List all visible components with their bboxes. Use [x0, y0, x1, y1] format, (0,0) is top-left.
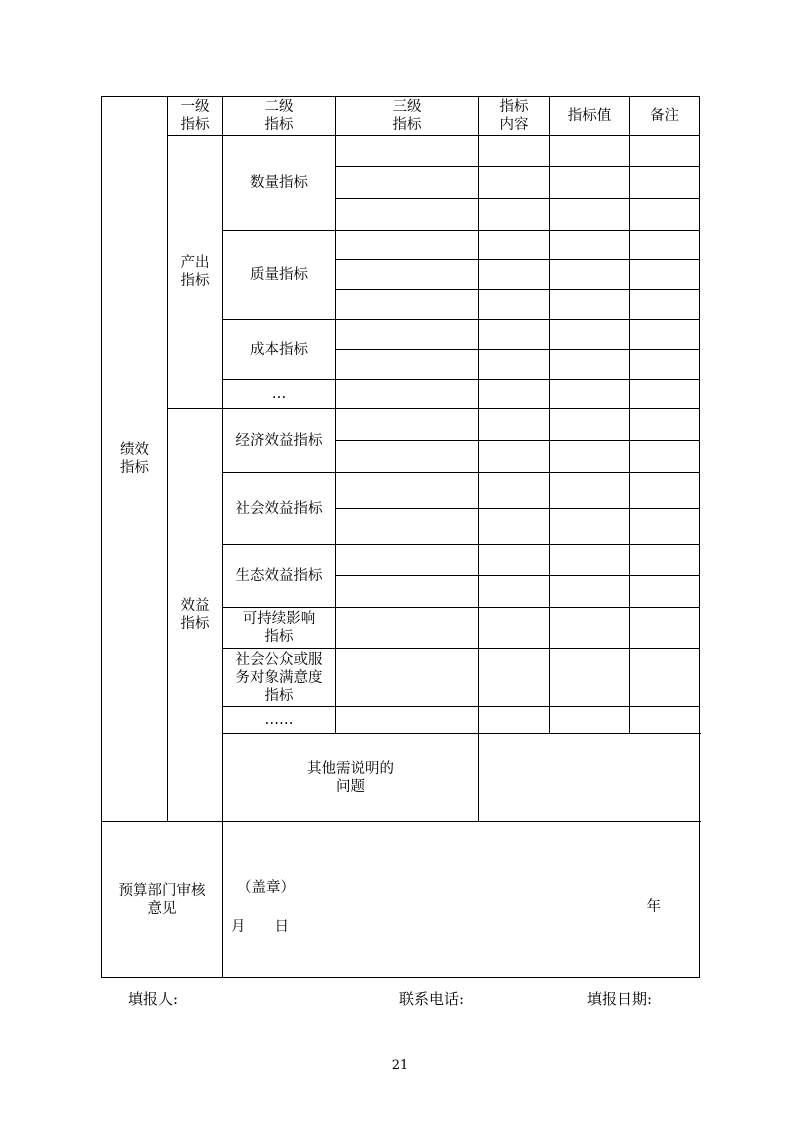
input-cell[interactable]: [550, 136, 630, 167]
other-issues-label-cell: [223, 734, 479, 822]
input-cell[interactable]: [630, 167, 700, 199]
header-content: 指标 内容: [499, 99, 529, 133]
benefit-indicator-cell: [168, 409, 223, 822]
input-cell[interactable]: [479, 231, 550, 260]
quantity-indicator-label: 数量指标: [250, 175, 308, 191]
input-cell[interactable]: [336, 576, 479, 608]
header-level3-cell: [336, 97, 479, 136]
input-cell[interactable]: [336, 409, 479, 441]
input-cell[interactable]: [550, 199, 630, 231]
input-cell[interactable]: [336, 290, 479, 320]
header-value: 指标值: [567, 108, 612, 124]
header-level2-cell: [223, 97, 336, 136]
performance-indicator-label: 绩效 指标: [120, 442, 149, 476]
input-cell[interactable]: [630, 707, 700, 734]
input-cell[interactable]: [479, 380, 550, 409]
input-cell[interactable]: [336, 199, 479, 231]
header-remarks: 备注: [650, 108, 679, 124]
input-cell[interactable]: [479, 409, 550, 441]
input-cell[interactable]: [550, 350, 630, 380]
input-cell[interactable]: [630, 545, 700, 576]
input-cell[interactable]: [336, 231, 479, 260]
sustainable-impact-label: 可持续影响 指标: [242, 611, 316, 645]
header-level1: 一级 指标: [180, 99, 210, 133]
quality-indicator-label: 质量指标: [250, 267, 308, 283]
input-cell[interactable]: [479, 649, 550, 707]
input-cell[interactable]: [550, 707, 630, 734]
performance-indicator-table: [101, 96, 700, 978]
input-cell[interactable]: [336, 608, 479, 649]
input-cell[interactable]: [630, 608, 700, 649]
phone-label: 联系电话:: [399, 990, 465, 1008]
output-more-ellipsis: …: [271, 386, 287, 402]
input-cell[interactable]: [630, 199, 700, 231]
input-cell[interactable]: [550, 290, 630, 320]
input-cell[interactable]: [336, 260, 479, 290]
review-opinion-label: 预算部门审核 意见: [118, 882, 206, 917]
input-cell[interactable]: [336, 167, 479, 199]
input-cell[interactable]: [479, 473, 550, 509]
economic-benefit-cell: [223, 409, 336, 473]
input-cell[interactable]: [550, 409, 630, 441]
filler-label: 填报人:: [128, 990, 179, 1008]
input-cell[interactable]: [479, 545, 550, 576]
input-cell[interactable]: [550, 320, 630, 350]
input-cell[interactable]: [336, 350, 479, 380]
input-cell[interactable]: [336, 473, 479, 509]
input-cell[interactable]: [479, 509, 550, 545]
page-number: 21: [391, 1058, 409, 1073]
output-indicator-cell: [168, 136, 223, 409]
input-cell[interactable]: [550, 649, 630, 707]
cost-indicator-label: 成本指标: [250, 341, 308, 358]
social-benefit-label: 社会效益指标: [235, 500, 323, 517]
input-cell[interactable]: [550, 545, 630, 576]
benefit-indicator-label: 效益 指标: [180, 598, 210, 632]
input-cell[interactable]: [630, 136, 700, 167]
input-cell[interactable]: [630, 649, 700, 707]
input-cell[interactable]: [630, 290, 700, 320]
quality-indicator-cell: [223, 231, 336, 320]
input-cell[interactable]: [550, 167, 630, 199]
output-indicator-label: 产出 指标: [180, 255, 210, 289]
input-cell[interactable]: [336, 545, 479, 576]
header-value-cell: [550, 97, 630, 136]
input-cell[interactable]: [336, 441, 479, 473]
economic-benefit-label: 经济效益指标: [235, 432, 323, 449]
header-content-cell: [479, 97, 550, 136]
input-cell[interactable]: [479, 260, 550, 290]
fill-date-label: 填报日期:: [587, 990, 653, 1008]
sustainable-impact-cell: [223, 608, 336, 649]
input-cell[interactable]: [550, 608, 630, 649]
header-level1-cell: [168, 97, 223, 136]
input-cell[interactable]: [630, 441, 700, 473]
input-cell[interactable]: [630, 576, 700, 608]
input-cell[interactable]: [479, 707, 550, 734]
input-cell[interactable]: [630, 260, 700, 290]
input-cell[interactable]: [550, 231, 630, 260]
month-day-label: 月 日: [231, 918, 289, 935]
other-issues-label: 其他需说明的 问题: [307, 760, 394, 795]
input-cell[interactable]: [336, 509, 479, 545]
input-cell[interactable]: [550, 473, 630, 509]
input-cell[interactable]: [479, 608, 550, 649]
input-cell[interactable]: [630, 350, 700, 380]
input-cell[interactable]: [479, 320, 550, 350]
input-cell[interactable]: [550, 441, 630, 473]
review-opinion-label-cell: [102, 822, 223, 978]
seal-label: （盖章）: [237, 879, 295, 896]
satisfaction-label: 社会公众或服 务对象满意度 指标: [235, 651, 323, 704]
input-cell[interactable]: [479, 441, 550, 473]
input-cell[interactable]: [479, 290, 550, 320]
satisfaction-cell: [223, 649, 336, 707]
input-cell[interactable]: [630, 380, 700, 409]
input-cell[interactable]: [479, 136, 550, 167]
input-cell[interactable]: [630, 509, 700, 545]
input-cell[interactable]: [630, 409, 700, 441]
review-opinion-field[interactable]: [223, 822, 700, 978]
performance-indicator-group-cell: [102, 97, 168, 822]
input-cell[interactable]: [336, 380, 479, 409]
input-cell[interactable]: [630, 320, 700, 350]
header-level2: 二级 指标: [264, 99, 294, 133]
year-label: 年: [646, 898, 661, 915]
input-cell[interactable]: [479, 576, 550, 608]
input-cell[interactable]: [550, 576, 630, 608]
input-cell[interactable]: [630, 231, 700, 260]
input-cell[interactable]: [479, 350, 550, 380]
cost-indicator-cell: [223, 320, 336, 380]
social-benefit-cell: [223, 473, 336, 545]
input-cell[interactable]: [336, 649, 479, 707]
input-cell[interactable]: [336, 136, 479, 167]
input-cell[interactable]: [336, 707, 479, 734]
input-cell[interactable]: [336, 320, 479, 350]
ecological-benefit-cell: [223, 545, 336, 608]
benefit-more-ellipsis: ……: [264, 712, 294, 728]
header-remarks-cell: [630, 97, 700, 136]
input-cell[interactable]: [550, 509, 630, 545]
other-issues-field[interactable]: [479, 734, 700, 822]
input-cell[interactable]: [479, 199, 550, 231]
input-cell[interactable]: [550, 260, 630, 290]
benefit-more-cell: [223, 707, 336, 734]
input-cell[interactable]: [550, 380, 630, 409]
quantity-indicator-cell: [223, 136, 336, 231]
input-cell[interactable]: [630, 473, 700, 509]
ecological-benefit-label: 生态效益指标: [235, 568, 323, 584]
header-level3: 三级 指标: [392, 99, 422, 133]
output-more-cell: [223, 380, 336, 409]
input-cell[interactable]: [479, 167, 550, 199]
